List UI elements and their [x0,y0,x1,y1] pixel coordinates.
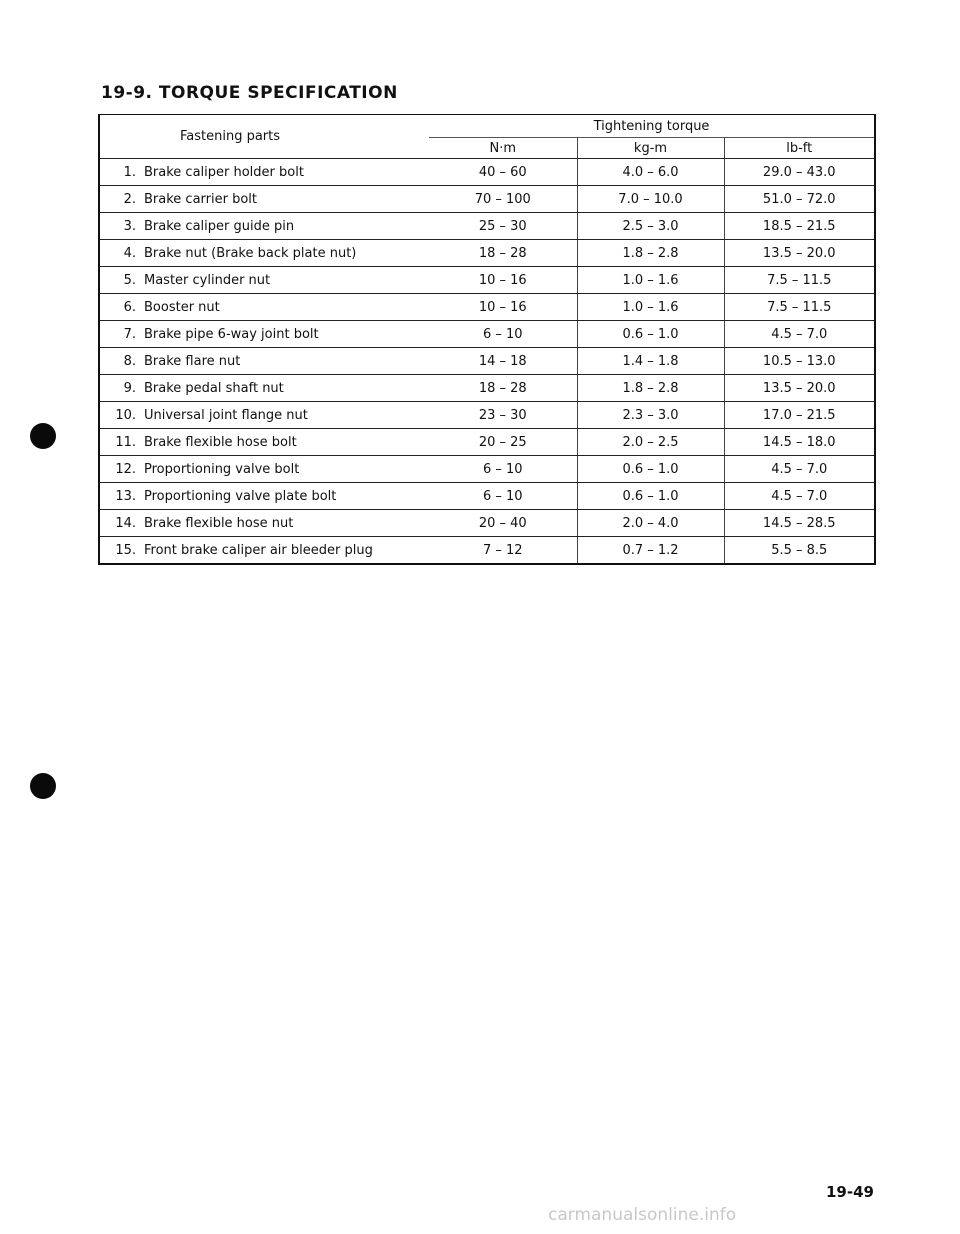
part-name: Brake flexible hose nut [144,515,294,531]
table-row [99,159,875,186]
part-cell [99,402,429,429]
part-name: Brake flexible hose bolt [144,434,297,450]
header-unit-kgm: kg-m [577,138,724,159]
row-number: 8. [123,353,136,369]
table-row [99,213,875,240]
table-row [99,294,875,321]
torque-lbft-cell: 17.0 – 21.5 [724,402,875,429]
part-cell [99,294,429,321]
torque-kgm-cell: 4.0 – 6.0 [577,159,724,186]
row-number: 13. [115,488,136,504]
torque-lbft-cell: 13.5 – 20.0 [724,240,875,267]
torque-nm-cell: 20 – 40 [429,510,577,537]
table-row [99,483,875,510]
torque-kgm-cell: 0.6 – 1.0 [577,456,724,483]
torque-kgm-cell: 0.6 – 1.0 [577,483,724,510]
part-cell [99,186,429,213]
part-name: Brake pipe 6-way joint bolt [144,326,319,342]
torque-lbft-cell: 4.5 – 7.0 [724,483,875,510]
row-number: 3. [123,218,136,234]
part-cell [99,456,429,483]
torque-nm-cell: 18 – 28 [429,240,577,267]
torque-nm-cell: 70 – 100 [429,186,577,213]
table-row [99,267,875,294]
torque-nm-cell: 6 – 10 [429,483,577,510]
torque-kgm-cell: 2.5 – 3.0 [577,213,724,240]
part-name: Booster nut [144,299,220,315]
part-cell [99,240,429,267]
part-cell [99,537,429,565]
torque-lbft-cell: 51.0 – 72.0 [724,186,875,213]
torque-lbft-cell: 4.5 – 7.0 [724,456,875,483]
torque-kgm-cell: 1.0 – 1.6 [577,294,724,321]
part-name: Proportioning valve plate bolt [144,488,337,504]
row-number: 2. [123,191,136,207]
part-name: Brake flare nut [144,353,241,369]
section-title: 19-9. TORQUE SPECIFICATION [101,83,398,103]
header-fastening-parts: Fastening parts [99,115,429,159]
part-name: Master cylinder nut [144,272,271,288]
torque-lbft-cell: 4.5 – 7.0 [724,321,875,348]
part-cell [99,267,429,294]
torque-nm-cell: 23 – 30 [429,402,577,429]
torque-lbft-cell: 14.5 – 28.5 [724,510,875,537]
torque-lbft-cell: 13.5 – 20.0 [724,375,875,402]
table-row [99,456,875,483]
torque-kgm-cell: 0.6 – 1.0 [577,321,724,348]
table-row [99,537,875,565]
row-number: 6. [123,299,136,315]
part-cell [99,483,429,510]
part-cell [99,159,429,186]
torque-kgm-cell: 7.0 – 10.0 [577,186,724,213]
part-cell [99,321,429,348]
torque-lbft-cell: 29.0 – 43.0 [724,159,875,186]
part-cell [99,429,429,456]
torque-nm-cell: 10 – 16 [429,294,577,321]
row-number: 7. [123,326,136,342]
torque-nm-cell: 40 – 60 [429,159,577,186]
torque-nm-cell: 14 – 18 [429,348,577,375]
punch-hole-lower [30,773,56,799]
torque-lbft-cell: 5.5 – 8.5 [724,537,875,565]
torque-lbft-cell: 14.5 – 18.0 [724,429,875,456]
header-unit-lbft: lb-ft [724,138,875,159]
torque-nm-cell: 20 – 25 [429,429,577,456]
torque-kgm-cell: 2.3 – 3.0 [577,402,724,429]
torque-kgm-cell: 1.0 – 1.6 [577,267,724,294]
watermark-text: carmanualsonline.info [548,1205,737,1225]
torque-lbft-cell: 7.5 – 11.5 [724,294,875,321]
torque-lbft-cell: 7.5 – 11.5 [724,267,875,294]
torque-kgm-cell: 1.8 – 2.8 [577,375,724,402]
table-row [99,321,875,348]
torque-kgm-cell: 0.7 – 1.2 [577,537,724,565]
torque-nm-cell: 6 – 10 [429,456,577,483]
row-number: 14. [115,515,136,531]
header-tightening-torque: Tightening torque [429,115,875,138]
part-name: Universal joint flange nut [144,407,308,423]
row-number: 4. [123,245,136,261]
table-row [99,375,875,402]
torque-nm-cell: 18 – 28 [429,375,577,402]
part-cell [99,510,429,537]
row-number: 9. [123,380,136,396]
torque-lbft-cell: 10.5 – 13.0 [724,348,875,375]
table-row [99,348,875,375]
table-row [99,429,875,456]
punch-hole-upper [30,423,56,449]
part-cell [99,375,429,402]
torque-nm-cell: 6 – 10 [429,321,577,348]
row-number: 12. [115,461,136,477]
part-name: Brake carrier bolt [144,191,258,207]
torque-spec-table [98,114,876,565]
header-unit-nm: N·m [429,138,577,159]
torque-nm-cell: 25 – 30 [429,213,577,240]
torque-kgm-cell: 2.0 – 4.0 [577,510,724,537]
row-number: 11. [115,434,136,450]
torque-nm-cell: 7 – 12 [429,537,577,565]
table-row [99,240,875,267]
row-number: 5. [123,272,136,288]
part-name: Front brake caliper air bleeder plug [144,542,373,558]
part-name: Brake pedal shaft nut [144,380,284,396]
table-row [99,186,875,213]
torque-kgm-cell: 1.4 – 1.8 [577,348,724,375]
part-name: Brake caliper holder bolt [144,164,304,180]
part-name: Brake caliper guide pin [144,218,295,234]
part-name: Proportioning valve bolt [144,461,300,477]
table-row [99,402,875,429]
row-number: 10. [115,407,136,423]
part-name: Brake nut (Brake back plate nut) [144,245,357,261]
page-number: 19-49 [826,1183,874,1201]
part-cell [99,213,429,240]
row-number: 1. [123,164,136,180]
torque-nm-cell: 10 – 16 [429,267,577,294]
torque-lbft-cell: 18.5 – 21.5 [724,213,875,240]
table-row [99,510,875,537]
row-number: 15. [115,542,136,558]
part-cell [99,348,429,375]
torque-kgm-cell: 2.0 – 2.5 [577,429,724,456]
torque-kgm-cell: 1.8 – 2.8 [577,240,724,267]
